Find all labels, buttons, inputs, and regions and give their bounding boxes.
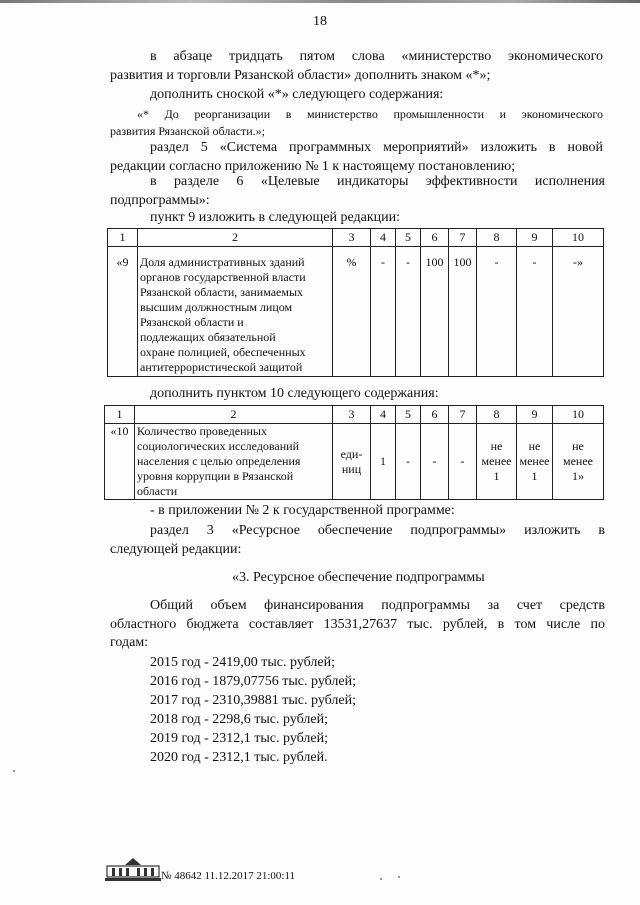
header-cell: 2 — [138, 229, 333, 247]
description-line: Рязанской области, занимаемых — [140, 285, 304, 299]
description-line: населения с целью определения — [137, 454, 301, 468]
paragraph-line: Общий объем финансирования подпрограммы за счет средств — [150, 598, 605, 613]
value-cell: 100 — [449, 247, 477, 377]
description-line: Количество проведенных — [137, 424, 267, 438]
scan-edge — [0, 0, 640, 3]
row-number: «10 — [105, 424, 135, 500]
header-cell: 1 — [105, 406, 135, 424]
header-cell: 3 — [333, 229, 371, 247]
value-cell: - — [449, 424, 477, 500]
paragraph-line: в разделе 6 «Целевые индикаторы эффективности исполнения — [150, 174, 605, 189]
scan-speck — [13, 770, 15, 772]
value-cell — [477, 424, 517, 500]
header-cell: 9 — [517, 229, 553, 247]
description-line: высшим должностным лицом — [140, 300, 293, 314]
value-cell: - — [396, 247, 421, 377]
value-line: 1 — [493, 469, 500, 483]
header-cell: 3 — [333, 406, 371, 424]
section-title: «3. Ресурсное обеспечение подпрограммы — [232, 570, 485, 585]
header-cell: 8 — [477, 406, 517, 424]
description-line: органов государственной власти — [140, 270, 306, 284]
value-line: 1 — [531, 469, 538, 483]
description-line: антитеррористической защитой — [140, 360, 303, 374]
year-line: 2018 год - 2298,6 тыс. рублей; — [150, 712, 329, 727]
year-line: 2017 год - 2310,39881 тыс. рублей; — [150, 693, 357, 708]
header-cell: 5 — [396, 229, 421, 247]
paragraph-line: - в приложении № 2 к государственной программе: — [150, 503, 455, 518]
paragraph-line: раздел 5 «Система программных мероприятий» изложить в новой — [150, 140, 603, 155]
row-number: «9 — [108, 247, 138, 377]
header-cell: 7 — [449, 406, 477, 424]
description-line: охране полицией, обеспеченных — [140, 345, 306, 359]
value-line: 1» — [572, 469, 584, 483]
header-cell: 4 — [371, 406, 396, 424]
header-cell: 10 — [553, 229, 604, 247]
paragraph-line: редакции согласно приложению № 1 к настоящему постановлению; — [110, 159, 516, 174]
header-cell: 9 — [517, 406, 553, 424]
scan-speck — [398, 876, 400, 878]
header-cell: 4 — [371, 229, 396, 247]
paragraph-line: раздел 3 «Ресурсное обеспечение подпрограммы» изложить в — [150, 523, 605, 538]
indicator-description — [135, 424, 333, 500]
value-cell: - — [371, 247, 396, 377]
paragraph-line: подпрограммы»: — [110, 193, 210, 208]
value-line: не — [572, 439, 584, 453]
header-cell: 1 — [108, 229, 138, 247]
paragraph-line: дополнить пунктом 10 следующего содержания: — [150, 386, 439, 401]
paragraph-line: дополнить сноской «*» следующего содержания: — [150, 87, 444, 102]
scan-speck — [380, 878, 382, 880]
header-cell: 6 — [421, 229, 449, 247]
government-building-emblem — [104, 857, 162, 883]
table-row — [108, 247, 604, 377]
indicator-description — [138, 247, 333, 377]
value-cell: - — [477, 247, 517, 377]
paragraph-line: следующей редакции: — [110, 542, 242, 557]
description-line: подлежащих обязательной — [140, 330, 276, 344]
header-cell: 8 — [477, 229, 517, 247]
description-line: области — [137, 484, 178, 498]
value-cell: - — [517, 247, 553, 377]
footnote-line: «* До реорганизации в министерство промышленности и экономического — [137, 107, 603, 121]
year-line: 2019 год - 2312,1 тыс. рублей; — [150, 731, 329, 746]
value-line: не — [528, 439, 541, 453]
description-line: Рязанской области и — [140, 315, 244, 329]
year-line: 2016 год - 1879,07756 тыс. рублей; — [150, 674, 357, 689]
paragraph-line: годам: — [110, 635, 149, 650]
value-cell: - — [396, 424, 421, 500]
description-line: Доля административных зданий — [140, 255, 305, 269]
indicator-table-10 — [104, 405, 604, 500]
value-cell: 1 — [371, 424, 396, 500]
paragraph-line: пункт 9 изложить в следующей редакции: — [150, 210, 400, 225]
value-line: менее — [481, 454, 512, 468]
paragraph-line: областного бюджета составляет 13531,27637 тыс. рублей, в том числе по — [110, 617, 605, 632]
value-cell: 100 — [421, 247, 449, 377]
header-cell: 7 — [449, 229, 477, 247]
value-line: менее — [519, 454, 550, 468]
paragraph-line: развития и торговли Рязанской области» дополнить знаком «*»; — [110, 68, 491, 83]
header-cell: 2 — [135, 406, 333, 424]
value-cell — [553, 424, 604, 500]
value-cell — [517, 424, 553, 500]
header-cell: 5 — [396, 406, 421, 424]
description-line: социологических исследований — [137, 439, 300, 453]
footnote-line: развития Рязанской области.»; — [110, 124, 265, 138]
registration-stamp: № 48642 11.12.2017 21:00:11 — [161, 870, 296, 882]
indicator-table-9 — [107, 228, 604, 377]
year-line: 2015 год - 2419,00 тыс. рублей; — [150, 655, 336, 670]
unit-cell — [333, 424, 371, 500]
year-line: 2020 год - 2312,1 тыс. рублей. — [150, 750, 328, 765]
table-header-row — [108, 229, 604, 247]
page-number: 18 — [313, 14, 327, 29]
value-cell: - — [421, 424, 449, 500]
table-row — [105, 424, 604, 500]
value-line: не — [490, 439, 503, 453]
header-cell: 10 — [553, 406, 604, 424]
unit-line: ниц — [341, 461, 362, 476]
unit-cell: % — [333, 247, 371, 377]
table-header-row — [105, 406, 604, 424]
paragraph-line: в абзаце тридцать пятом слова «министерство экономического — [150, 49, 603, 64]
header-cell: 6 — [421, 406, 449, 424]
description-line: уровня коррупции в Рязанской — [137, 469, 294, 483]
value-cell: -» — [553, 247, 604, 377]
unit-line: еди- — [340, 446, 363, 461]
value-line: менее — [563, 454, 593, 468]
